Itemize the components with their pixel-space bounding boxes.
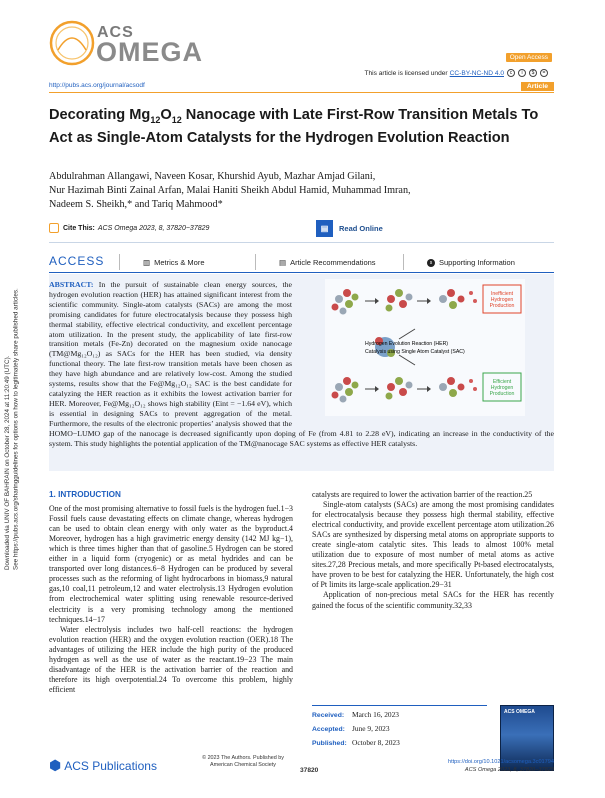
journal-logo[interactable] [49, 20, 209, 68]
author-line-1: Abdulrahman Allangawi, Naveen Kosar, Khurshid Ayub, Mazhar Amjad Gilani, [49, 171, 376, 182]
intro-paragraph-2: Water electrolysis includes two half-cell reactions: the hydrogen evolution reaction (HER) and the oxygen evolution reaction (OER).18 The advantages of utilizing the HER include the high purity of the produced hydrogen as well as the use of water as the reactant.19−23 The main disadvantage of the HER is the activation barrier of the reaction and therefore its high overpotential.24 To overcome this problem, highly efficient [49, 624, 293, 694]
intro-paragraph-4: Single-atom catalysts (SACs) are among the most promising candidates for electrocatalysis because they possess high thermal stability, effective electrical conductivity, and provide excellent percentage atom utilization.26 SACs are synthesized by dispersing metal atoms on appropriate supports to create single-atom catalytic sites. This leads to almost 100% metal utilization due to exposure of most number of metal atoms as active sites.27,28 Precious metals, and more specifically Pt-based electrocatalysts, have proven to be best for catalyzing the HER. Unfortunately, the high cost of Pt limits its large-scale application.29−31 [312, 500, 554, 590]
read-online-button[interactable] [316, 219, 383, 237]
journal-url[interactable]: http://pubs.acs.org/journal/acsodf [49, 82, 145, 89]
author-line-2: Nur Hazimah Binti Zainal Arfan, Malai Haniti Sheikh Abdul Hamid, Muhammad Imran, [49, 184, 411, 196]
access-divider [49, 272, 554, 273]
logo-acs-text: ACS [97, 24, 134, 41]
nc-icon: $ [529, 69, 537, 77]
doi-link[interactable]: https://doi.org/10.1021/acsomega.3c01794 [447, 759, 554, 765]
intro-paragraph-5: Application of non-precious metal SACs for the HER has recently gained the focus of the scientific community.32,33 [312, 590, 554, 610]
supporting-info-link[interactable] [427, 258, 515, 267]
download-sidebar [4, 230, 28, 570]
license-link[interactable]: CC-BY-NC-ND 4.0 [449, 69, 504, 77]
supporting-info-icon: s [427, 259, 435, 267]
metrics-label: Metrics & More [154, 258, 205, 267]
bar-chart-icon: ▥ [143, 258, 151, 267]
article-type-badge: Article [521, 82, 554, 91]
acs-publications-logo[interactable] [49, 757, 157, 774]
received-label: Received: [312, 712, 345, 719]
copyright-notice: © 2023 The Authors. Published by American Chemical Society [202, 755, 284, 768]
article-title: Decorating $Mg_{12}O_{12}$ Nanocage with Late First-Row Transition Metals To Act as Single-Atom Catalysts for the Hydrogen Evolution Reaction [49, 107, 539, 146]
intro-paragraph-1: One of the most promising alternative to fossil fuels is the hydrogen fuel.1−3 Fossil fuels cause devastating effects on climate change, whereas hydrogen can be used to obtain clean energy with only water as the byproduct.4 Moreover, hydrogen has a high gravimetric energy density (142 MJ kg−1), which is three times higher than that of gasoline.5 Hydrogen can be stored either in a liquid form (cryogenic) or as metal hydrides and can be transported over long distances.6−8 Hydrogen can be produced by several processes such as the reforming of light hydrocarbons in biomass,9 natural gas,10 coal,11 petroleum,12 and water electrolysis.13 Hydrogen evolution from electrochemical water splitting using renewable resource-derived electricity is a very promising technology among the mentioned techniques.14−17 [49, 504, 293, 624]
toc-graphic [325, 279, 525, 416]
omega-ring-icon [49, 20, 95, 66]
publisher-name: ACS Publications [64, 758, 157, 773]
document-icon: ▤ [279, 258, 287, 267]
acs-hexagon-icon: ⬢ [49, 757, 62, 773]
nd-icon: = [540, 69, 548, 77]
author-line-3: Nadeem S. Sheikh,* and Tariq Mahmood* [49, 198, 223, 210]
cite-label: Cite This: [63, 224, 95, 232]
published-date: October 8, 2023 [352, 738, 400, 747]
toc-mid-line-1: Hydrogen Evolution Reaction (HER) [365, 341, 449, 347]
cite-reference[interactable]: ACS Omega 2023, 8, 37820−37829 [97, 224, 210, 232]
access-separator [255, 254, 256, 270]
metrics-link[interactable] [143, 258, 205, 267]
right-column [312, 490, 554, 611]
access-bar [49, 254, 554, 272]
toc-bottom-box-text: Efficient Hydrogen Production [489, 379, 515, 397]
footer-citation: ACS Omega 2023, 8, 37820−37829 [464, 767, 554, 773]
dates-divider [312, 705, 487, 706]
cite-row [49, 219, 554, 237]
read-online-icon: ▤ [316, 220, 333, 237]
access-separator [119, 254, 120, 270]
accepted-label: Accepted: [312, 726, 345, 733]
cite-divider [49, 242, 554, 243]
abstract-label: ABSTRACT: [49, 280, 94, 289]
access-label: ACCESS [49, 254, 105, 268]
license-prefix: This article is licensed under [364, 69, 448, 77]
intro-paragraph-3: catalysts are required to lower the activation barrier of the reaction.25 [312, 490, 533, 499]
supporting-info-label: Supporting Information [439, 258, 515, 267]
read-online-label: Read Online [339, 223, 383, 233]
cover-title: ACS OMEGA [504, 709, 535, 715]
header-divider [49, 92, 554, 93]
access-separator [403, 254, 404, 270]
logo-omega-text: OMEGA [96, 37, 204, 67]
cc-icon: c [507, 69, 515, 77]
publication-dates [312, 708, 487, 750]
left-column [49, 490, 293, 695]
received-date: March 16, 2023 [352, 710, 400, 719]
sidebar-line-2: See https://pubs.acs.org/sharingguidelines for options on how to legitimately share published articles. [12, 288, 20, 570]
section-heading-introduction: 1. INTRODUCTION [49, 490, 121, 499]
sidebar-line-1: Downloaded via UNIV OF BAHRAIN on October 28, 2024 at 11:20:49 (UTC). [4, 355, 11, 570]
cite-icon [49, 223, 59, 233]
open-access-badge: Open Access [506, 53, 552, 62]
recommendations-link[interactable] [279, 258, 376, 267]
author-list [49, 170, 554, 211]
abstract-body: In the pursuit of sustainable clean energy sources, the hydrogen evolution reaction (HER) has attained significant interest from the scientific community. Single-atom catalysts (SACs) are among the most promising candidates for future electrocatalysis because they possess high thermal stability, effective electrical conductivity, and excellent percentage atom utilization. In the present study, the applicability of late first-row transition metals (Fe-Zn) decorated on the magnesium oxide nanocage (TM@Mg₁₂O₁₂) as SACs for the HER has been studied, via density functional theory. The late first-row transition metals have been chosen as they have high abundance and are relatively low-cost. Among the studied systems, results show that the Fe@Mg₁₂O₁₂ SAC is the best candidate for catalyzing the HER reaction as it exhibits the lowest activation barrier for HER. Moreover, Fe@Mg₁₂O₁₂ shows high stability (Eint = −1.64 eV), which is essential in designing SACs to prevent aggregation of the metal. Furthermore, the results of the electronic properties’ analysis showed that the HOMO−LUMO gap of the nanocage is decreased significantly upon doping of Fe (from 4.81 to 2.28 eV), indicating an increase in the conductivity of the system. This study highlights the potential application of the TM@nanocage SAC systems as effective HER catalysts. [49, 280, 554, 448]
recommendations-label: Article Recommendations [290, 258, 376, 267]
accepted-date: June 9, 2023 [352, 724, 390, 733]
by-icon: i [518, 69, 526, 77]
license-notice [364, 69, 548, 77]
footer-doi-block [448, 758, 554, 774]
published-label: Published: [312, 740, 347, 747]
page-number: 37820 [300, 767, 319, 774]
toc-top-box-text: Inefficient Hydrogen Production [489, 291, 515, 309]
toc-mid-line-2: Catalysis using Single Atom Catalyst (SAC) [365, 349, 465, 355]
